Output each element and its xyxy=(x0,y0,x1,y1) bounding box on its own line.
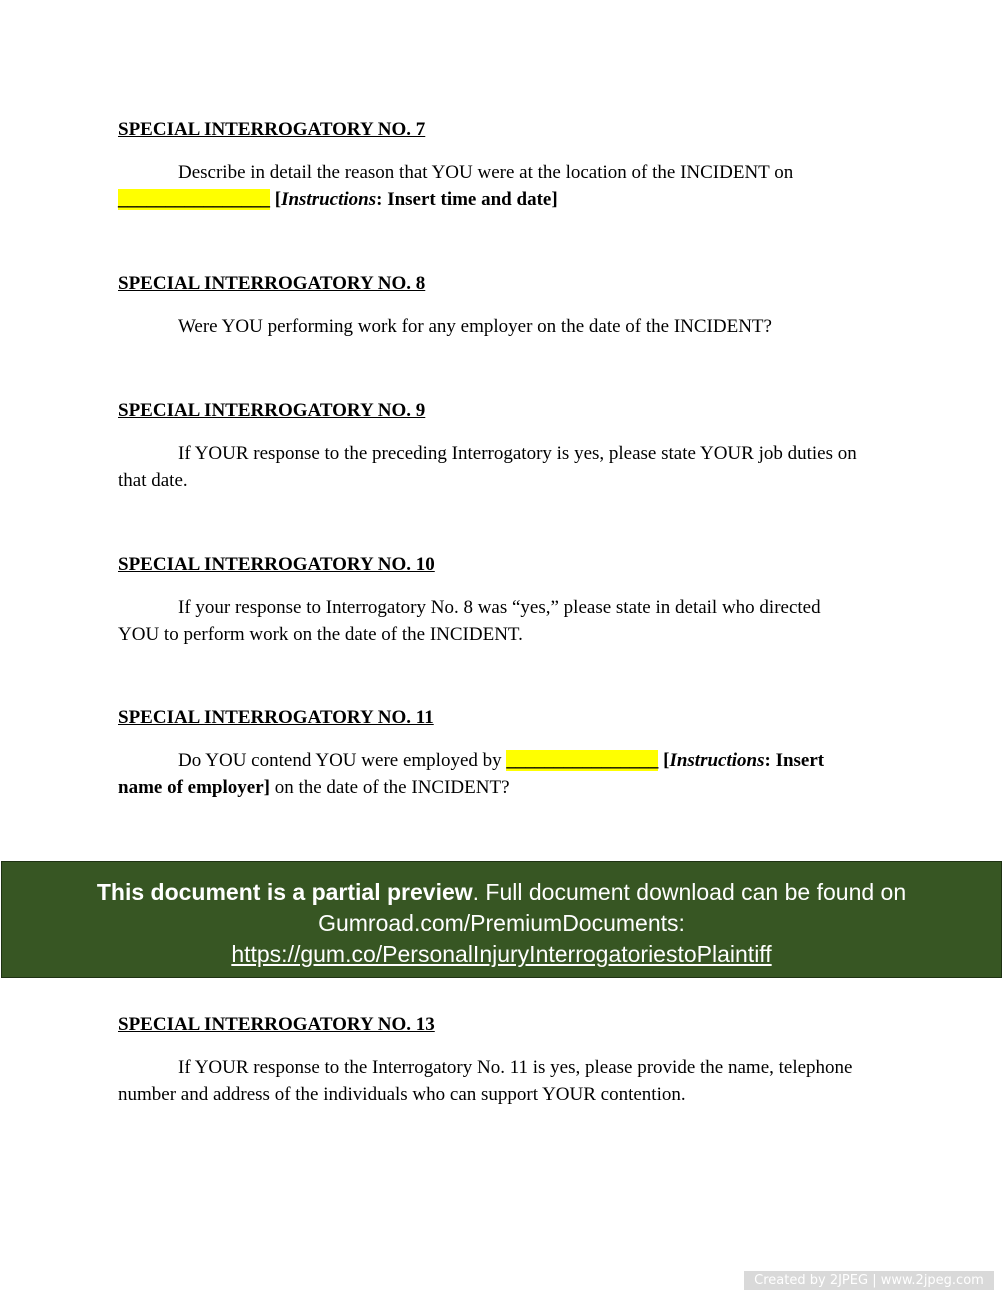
section-text xyxy=(118,748,858,801)
text-before: Do YOU contend YOU were employed by xyxy=(178,750,507,771)
section-text: Were YOU performing work for any employer on the date of the INCIDENT? xyxy=(178,316,772,337)
download-link[interactable]: https://gum.co/PersonalInjuryInterrogatoriestoPlaintiff xyxy=(231,941,772,967)
section-heading: SPECIAL INTERROGATORY NO. 10 xyxy=(118,554,435,575)
banner-bold-text: This document is a partial preview xyxy=(96,879,473,905)
section-heading: SPECIAL INTERROGATORY NO. 9 xyxy=(118,400,426,421)
fill-in-blank: ________________ xyxy=(506,750,659,771)
instructions-text: : Insert name of employer] xyxy=(118,750,825,798)
preview-banner xyxy=(1,861,1002,978)
text-after: on the date of the INCIDENT? xyxy=(269,776,510,798)
instructions-label: Instructions xyxy=(669,750,765,771)
section-text: If YOUR response to the preceding Interrogatory is yes, please state YOUR job duties on that date. xyxy=(118,443,857,491)
instructions-text: : Insert time and date] xyxy=(376,188,558,210)
watermark: Created by 2JPEG | www.2jpeg.com xyxy=(744,1271,994,1290)
interrogatory-8 xyxy=(118,273,888,341)
bracket-open: [ xyxy=(270,188,282,210)
instructions-label: Instructions xyxy=(281,188,377,210)
section-text xyxy=(118,160,888,213)
section-heading: SPECIAL INTERROGATORY NO. 13 xyxy=(118,1014,435,1035)
fill-in-blank: ________________ xyxy=(118,188,270,210)
banner-text: . Full document download can be found on Gumroad.com/PremiumDocuments: xyxy=(318,879,907,936)
text-before: Describe in detail the reason that YOU were at the location of the INCIDENT on xyxy=(178,162,794,183)
bracket-open: [ xyxy=(658,750,670,771)
section-text: If YOUR response to the Interrogatory No. 11 is yes, please provide the name, telephone number and address of the individuals who can support YOUR contention. xyxy=(118,1057,853,1105)
interrogatory-9 xyxy=(118,400,888,494)
interrogatory-7 xyxy=(118,119,888,213)
section-heading: SPECIAL INTERROGATORY NO. 11 xyxy=(118,707,434,728)
section-text: If your response to Interrogatory No. 8 was “yes,” please state in detail who directed YOU to perform work on the date of the INCIDENT. xyxy=(118,597,821,645)
interrogatory-10 xyxy=(118,554,888,648)
instructions-note xyxy=(270,189,558,210)
interrogatory-13 xyxy=(118,1014,888,1108)
section-heading: SPECIAL INTERROGATORY NO. 8 xyxy=(118,273,426,294)
section-heading: SPECIAL INTERROGATORY NO. 7 xyxy=(118,119,426,140)
interrogatory-11 xyxy=(118,707,888,801)
